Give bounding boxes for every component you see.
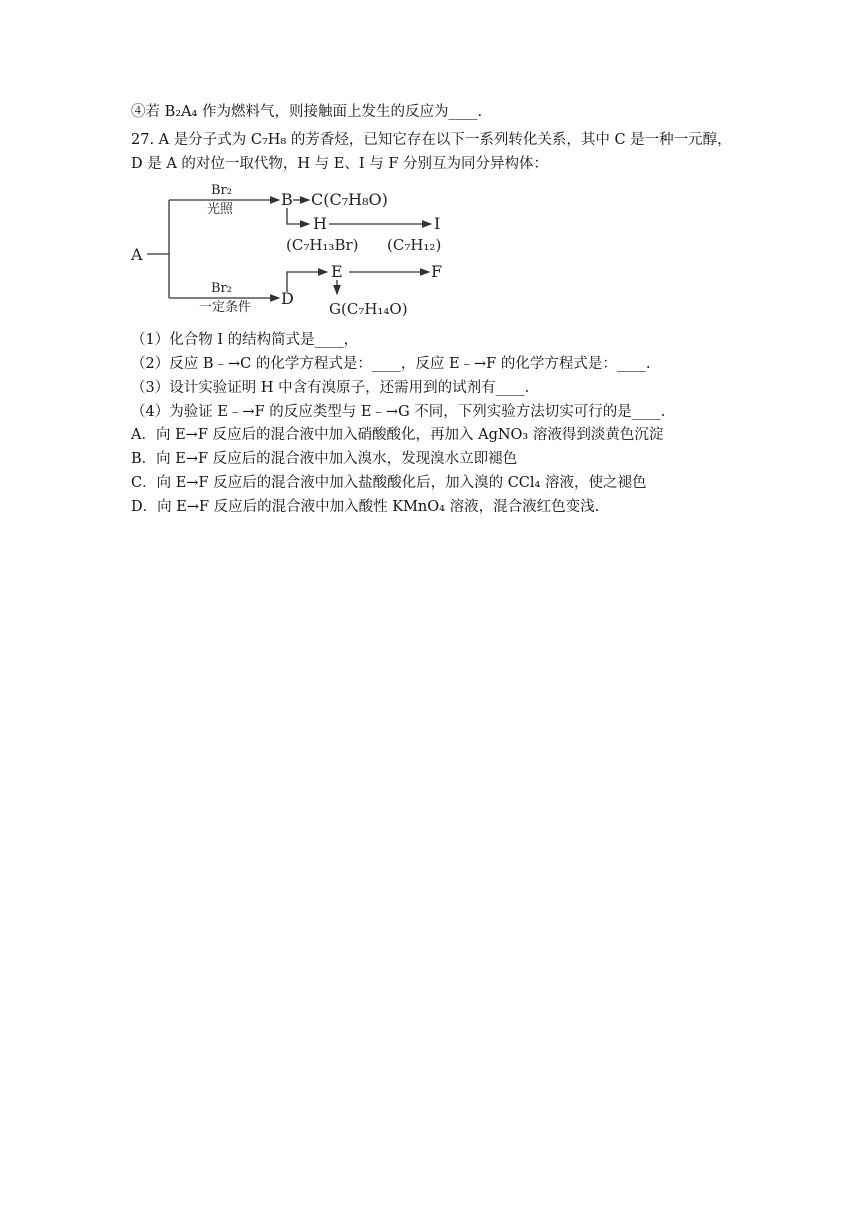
compound-I: I [434,214,441,233]
compound-F: F [431,262,443,281]
compound-B: B [281,190,293,209]
q27-sub1: （1）化合物 I 的结构简式是____， [131,332,359,348]
q27-sub4: （4）为验证 E﹣→F 的反应类型与 E﹣→G 不同，下列实验方法切实可行的是____. [131,404,666,420]
q26-item4: ④若 B₂A₄ 作为燃料气，则接触面上发生的反应为____. [131,104,483,120]
reagent-bottom: Br₂ [211,281,232,296]
compound-D: D [281,289,294,308]
compound-H: H [313,214,327,233]
compound-G: G(C₇H₁₄O) [329,300,408,318]
option-C: C．向 E→F 反应后的混合液中加入盐酸酸化后，加入溴的 CCl₄ 溶液，使之褪色 [131,475,647,491]
option-D: D．向 E→F 反应后的混合液中加入酸性 KMnO₄ 溶液，混合液红色变浅. [131,499,600,515]
option-B: B．向 E→F 反应后的混合液中加入溴水，发现溴水立即褪色 [131,451,518,467]
condition-top: 光照 [207,202,234,217]
q27-stem-line2: D 是 A 的对位一取代物，H 与 E、I 与 F 分别互为同分异构体： [131,156,548,172]
q27-sub2: （2）反应 B﹣→C 的化学方程式是：____，反应 E﹣→F 的化学方程式是：____. [131,356,651,372]
q27-sub3: （3）设计实验证明 H 中含有溴原子，还需用到的试剂有____. [131,380,530,396]
compound-C: C(C₇H₈O) [311,190,388,209]
formula-I: (C₇H₁₂) [387,236,442,254]
q27-stem-line1: 27. A 是分子式为 C₇H₈ 的芳香烃，已知它存在以下一系列转化关系，其中 C 是一种一元醇， [131,132,732,148]
reaction-scheme-diagram [131,180,491,325]
reagent-top: Br₂ [211,183,232,198]
compound-A: A [131,245,143,264]
option-A: A．向 E→F 反应后的混合液中加入硝酸酸化，再加入 AgNO₃ 溶液得到淡黄色沉淀 [131,427,664,443]
formula-H: (C₇H₁₃Br) [286,236,359,254]
arrow-B-to-H [287,208,309,224]
compound-E: E [331,262,343,281]
condition-bottom: 一定条件 [199,300,252,315]
